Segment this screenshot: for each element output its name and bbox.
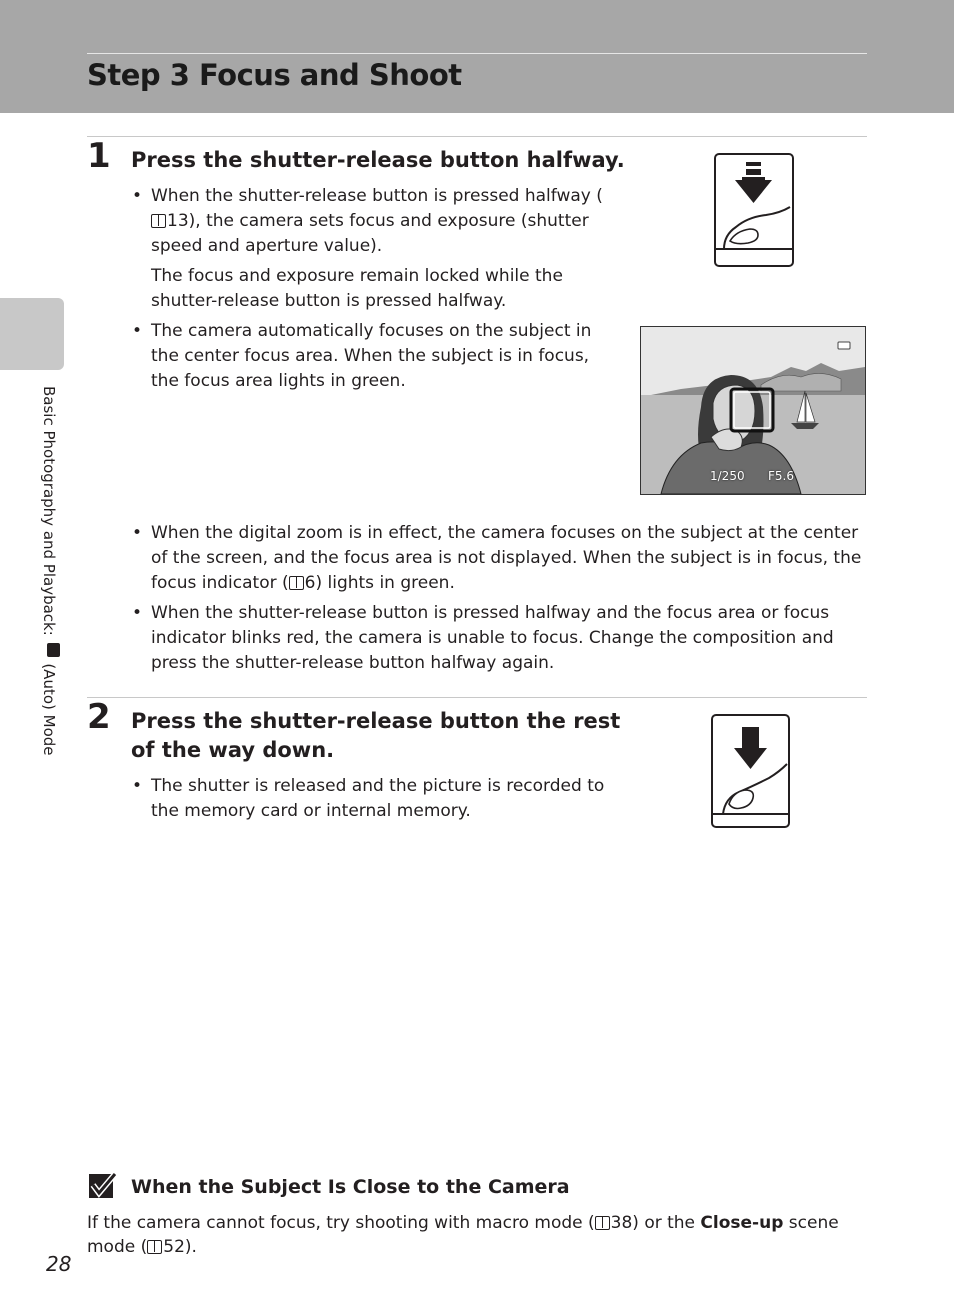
step2-heading: Press the shutter-release button the rest of the way down.: [131, 709, 621, 762]
book-reference-icon: [289, 576, 304, 590]
page-title: Step 3 Focus and Shoot: [87, 58, 462, 92]
page-reference: 52: [163, 1237, 185, 1257]
step1-bullet-1: [132, 184, 611, 259]
note-text: If the camera cannot focus, try shooting with macro mode (: [87, 1213, 595, 1233]
bullet-dot: •: [132, 321, 143, 341]
step2-rule: [87, 697, 867, 698]
step2-bullet-1: [132, 774, 621, 824]
bullet-text: When the shutter-release button is pressed halfway (: [151, 186, 603, 206]
section-label-prefix: Basic Photography and Playback:: [40, 386, 58, 641]
page-header: [0, 0, 954, 113]
book-reference-icon: [147, 1240, 162, 1254]
scene-mode-name: Close-up: [700, 1213, 784, 1233]
bullet-dot: •: [132, 186, 143, 206]
bullet-text: ) lights in green.: [315, 573, 455, 593]
monitor-scene: [641, 327, 865, 494]
bullet-text: ), the camera sets focus and exposure (shutter speed and aperture value).: [151, 211, 589, 256]
note-text: ) or the: [632, 1213, 701, 1233]
page-reference: 38: [610, 1213, 633, 1233]
section-label-suffix: (Auto) Mode: [40, 658, 58, 756]
page-reference: 13: [167, 211, 189, 231]
note-text: scene mode (: [87, 1213, 839, 1257]
step1-number: 1: [87, 136, 111, 176]
bullet-dot: •: [132, 603, 143, 623]
note-title: When the Subject Is Close to the Camera: [131, 1176, 570, 1198]
step1-rule: [87, 136, 867, 137]
step1-bullet-3: [132, 521, 867, 596]
page-reference: 6: [304, 573, 316, 593]
step1-bullet-4: [132, 601, 867, 676]
step1-paragraph: The focus and exposure remain locked while the shutter-release button is pressed halfway.: [151, 266, 563, 311]
bullet-text: The camera automatically focuses on the subject in the center focus area. When the subject is in focus, the focus area lights in green.: [151, 321, 592, 391]
full-press-illustration: [711, 714, 791, 829]
note-text: ).: [184, 1237, 197, 1257]
book-reference-icon: [595, 1216, 610, 1230]
step2-number: 2: [87, 697, 111, 737]
section-tab: [0, 298, 64, 370]
section-label: [40, 386, 60, 756]
bullet-text: When the shutter-release button is pressed halfway and the focus area or focus indicator blinks red, the camera is unable to focus. Change the composition and press the shutter-release button halfway again.: [151, 603, 834, 673]
half-press-illustration: [714, 153, 794, 268]
camera-icon: [47, 643, 60, 657]
step1-bullet-2: [132, 319, 621, 394]
aperture-readout: F5.6: [768, 469, 794, 483]
header-rule: [87, 53, 867, 54]
checkmark-note-icon: [88, 1172, 118, 1200]
step1-heading: Press the shutter-release button halfway.: [131, 148, 625, 172]
bullet-text: When the digital zoom is in effect, the camera focuses on the subject at the center of the screen, and the focus area is not displayed. When the subject is in focus, the focus indicator (: [151, 523, 862, 593]
shutter-speed-readout: 1/250: [710, 469, 745, 483]
book-reference-icon: [151, 214, 166, 228]
bullet-dot: •: [132, 776, 143, 796]
bullet-text: The shutter is released and the picture is recorded to the memory card or internal memory.: [151, 776, 605, 821]
bullet-dot: •: [132, 523, 143, 543]
note-body: [87, 1211, 867, 1259]
page-number: 28: [46, 1252, 72, 1276]
camera-monitor-image: [640, 326, 866, 495]
